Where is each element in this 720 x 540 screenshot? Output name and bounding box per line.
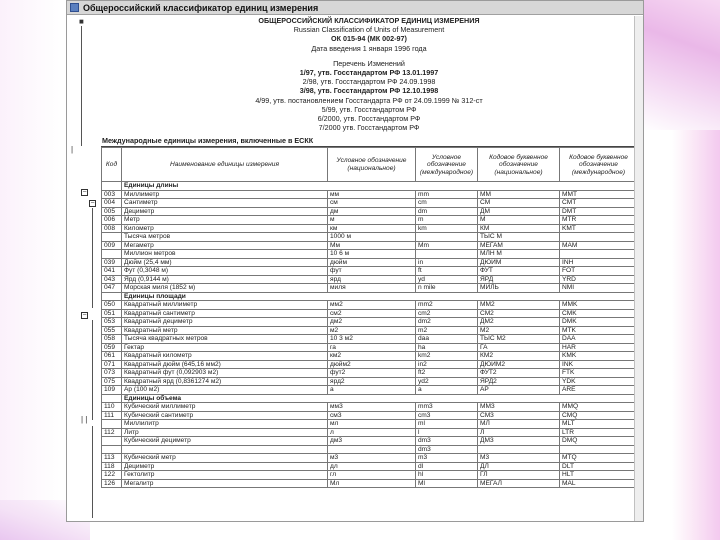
- table-row: [102, 318, 638, 327]
- table-cell: Квадратный дюйм (645,16 мм2): [122, 360, 328, 369]
- table-cell: ЯРД2: [478, 377, 560, 386]
- table-cell: Тысяча метров: [122, 233, 328, 242]
- table-row: [102, 207, 638, 216]
- table-cell: 10 3 м2: [328, 335, 416, 344]
- table-cell: MAM: [560, 241, 638, 250]
- table-cell: КМ: [478, 224, 560, 233]
- table-cell: мм3: [328, 403, 416, 412]
- column-header: Условное обозначение (национальное): [328, 148, 416, 182]
- header-line: ОК 015-94 (МК 002-97): [331, 34, 407, 44]
- collapse-icon[interactable]: −: [82, 312, 87, 319]
- table-cell: DMQ: [560, 437, 638, 446]
- table-row: [102, 250, 638, 259]
- table-cell: MTR: [560, 216, 638, 225]
- table-cell: km2: [416, 352, 478, 361]
- table-group-row: [102, 292, 638, 301]
- table-cell: MAL: [560, 479, 638, 488]
- table-header-row: [102, 148, 638, 182]
- table-cell: [102, 445, 122, 454]
- table-cell: [328, 445, 416, 454]
- app-icon: [70, 3, 79, 12]
- table-cell: DLT: [560, 462, 638, 471]
- table-cell: 041: [102, 267, 122, 276]
- table-cell: ФУТ2: [478, 369, 560, 378]
- table-cell: [102, 182, 122, 191]
- table-cell: га: [328, 343, 416, 352]
- table-row: [102, 462, 638, 471]
- table-cell: YDK: [560, 377, 638, 386]
- table-cell: дм3: [328, 437, 416, 446]
- table-cell: ft: [416, 267, 478, 276]
- table-cell: daa: [416, 335, 478, 344]
- table-row: [102, 267, 638, 276]
- table-cell: yd2: [416, 377, 478, 386]
- table-cell: Mm: [416, 241, 478, 250]
- table-cell: MMK: [560, 301, 638, 310]
- table-cell: cm3: [416, 411, 478, 420]
- table-cell: Кубический миллиметр: [122, 403, 328, 412]
- table-cell: KMT: [560, 224, 638, 233]
- table-row: [102, 352, 638, 361]
- table-cell: 071: [102, 360, 122, 369]
- table-cell: Гектар: [122, 343, 328, 352]
- table-cell: дм2: [328, 318, 416, 327]
- table-cell: dl: [416, 462, 478, 471]
- table-cell: ARE: [560, 386, 638, 395]
- table-cell: 10 6 м: [328, 250, 416, 259]
- table-cell: a: [416, 386, 478, 395]
- table-cell: HLT: [560, 471, 638, 480]
- table-cell: фут: [328, 267, 416, 276]
- table-cell: [416, 250, 478, 259]
- table-cell: Квадратный фут (0,092903 м2): [122, 369, 328, 378]
- table-cell: М3: [478, 454, 560, 463]
- table-cell: миля: [328, 284, 416, 293]
- table-cell: 053: [102, 318, 122, 327]
- table-cell: фут2: [328, 369, 416, 378]
- table-cell: [102, 437, 122, 446]
- units-table: [101, 147, 638, 488]
- table-cell: MTQ: [560, 454, 638, 463]
- table-cell: LTR: [560, 428, 638, 437]
- table-cell: м: [328, 216, 416, 225]
- header-line: ОБЩЕРОССИЙСКИЙ КЛАССИФИКАТОР ЕДИНИЦ ИЗМЕРЕНИЯ: [258, 16, 480, 25]
- table-cell: Гектолитр: [122, 471, 328, 480]
- table-cell: dm3: [416, 437, 478, 446]
- table-cell: Литр: [122, 428, 328, 437]
- gutter-bar-icon: | |: [81, 415, 88, 424]
- table-cell: MMT: [560, 190, 638, 199]
- table-cell: СМ2: [478, 309, 560, 318]
- table-cell: [102, 233, 122, 242]
- table-cell: CMT: [560, 199, 638, 208]
- table-cell: м2: [328, 326, 416, 335]
- table-group-row: [102, 182, 638, 191]
- table-cell: 059: [102, 343, 122, 352]
- table-cell: ДЛ: [478, 462, 560, 471]
- table-cell: mm3: [416, 403, 478, 412]
- table-cell: HAR: [560, 343, 638, 352]
- table-cell: 006: [102, 216, 122, 225]
- table-cell: Дециметр: [122, 462, 328, 471]
- table-cell: мм: [328, 190, 416, 199]
- table-cell: [478, 445, 560, 454]
- table-row: [102, 445, 638, 454]
- table-cell: Ярд (0,9144 м): [122, 275, 328, 284]
- table-row: [102, 241, 638, 250]
- table-cell: ДЮЙМ: [478, 258, 560, 267]
- table-cell: ТЫС М: [478, 233, 560, 242]
- table-cell: АР: [478, 386, 560, 395]
- table-cell: 008: [102, 224, 122, 233]
- table-cell: n mile: [416, 284, 478, 293]
- vertical-scrollbar[interactable]: [634, 16, 643, 521]
- gutter-line: [92, 320, 93, 420]
- table-cell: Миллион метров: [122, 250, 328, 259]
- table-cell: мл: [328, 420, 416, 429]
- table-cell: MLT: [560, 420, 638, 429]
- table-cell: mm2: [416, 301, 478, 310]
- table-cell: Сантиметр: [122, 199, 328, 208]
- header-line: 6/2000, утв. Госстандартом РФ: [317, 114, 421, 124]
- table-cell: Л: [478, 428, 560, 437]
- section-title: Международные единицы измерения, включенные в ЕСКК: [101, 136, 637, 147]
- column-header: Условное обозначение (международное): [416, 148, 478, 182]
- table-cell: Дециметр: [122, 207, 328, 216]
- table-cell: ДМ: [478, 207, 560, 216]
- table-cell: Кубический сантиметр: [122, 411, 328, 420]
- table-cell: МИЛЬ: [478, 284, 560, 293]
- table-cell: 058: [102, 335, 122, 344]
- table-cell: М: [478, 216, 560, 225]
- table-cell: КМ2: [478, 352, 560, 361]
- table-cell: [560, 445, 638, 454]
- header-line: 5/99, утв. Госстандартом РФ: [321, 104, 417, 114]
- header-line: 4/99, утв. постановлением Госстандарта РФ от 24.09.1999 № 312-ст: [255, 95, 483, 105]
- table-cell: ДМ3: [478, 437, 560, 446]
- table-cell: МЛ: [478, 420, 560, 429]
- table-cell: ДМ2: [478, 318, 560, 327]
- table-cell: 111: [102, 411, 122, 420]
- collapse-icon[interactable]: −: [82, 189, 87, 196]
- table-cell: дюйм2: [328, 360, 416, 369]
- table-cell: [560, 250, 638, 259]
- document-header: [101, 16, 637, 132]
- table-row: [102, 216, 638, 225]
- table-cell: Метр: [122, 216, 328, 225]
- table-cell: км2: [328, 352, 416, 361]
- table-cell: м3: [328, 454, 416, 463]
- table-cell: dm2: [416, 318, 478, 327]
- table-cell: DMT: [560, 207, 638, 216]
- table-cell: m: [416, 216, 478, 225]
- gutter-line: [81, 26, 82, 146]
- top-right-decoration: [640, 0, 720, 130]
- table-cell: [102, 292, 122, 301]
- table-cell: Мегалитр: [122, 479, 328, 488]
- table-cell: ярд2: [328, 377, 416, 386]
- table-cell: ml: [416, 420, 478, 429]
- right-decoration-band: [672, 0, 720, 540]
- gutter-line: [92, 426, 93, 518]
- table-cell: 113: [102, 454, 122, 463]
- header-line: 3/98, утв. Госстандартом РФ 12.10.1998: [299, 86, 439, 96]
- table-cell: ТЫС М2: [478, 335, 560, 344]
- table-cell: Квадратный миллиметр: [122, 301, 328, 310]
- table-cell: Ар (100 м2): [122, 386, 328, 395]
- table-row: [102, 386, 638, 395]
- table-row: [102, 369, 638, 378]
- table-group-row: [102, 394, 638, 403]
- table-cell: YRD: [560, 275, 638, 284]
- column-header: Код: [102, 148, 122, 182]
- table-cell: [416, 233, 478, 242]
- table-cell: ММ2: [478, 301, 560, 310]
- table-cell: 004: [102, 199, 122, 208]
- table-cell: Квадратный метр: [122, 326, 328, 335]
- table-cell: m2: [416, 326, 478, 335]
- table-cell: INK: [560, 360, 638, 369]
- table-row: [102, 471, 638, 480]
- table-cell: [102, 394, 122, 403]
- title-bar[interactable]: [67, 1, 643, 15]
- table-cell: Миллилитр: [122, 420, 328, 429]
- table-cell: ГЛ: [478, 471, 560, 480]
- table-cell: ММ: [478, 190, 560, 199]
- table-cell: cm: [416, 199, 478, 208]
- left-decoration: [0, 0, 60, 540]
- table-row: [102, 284, 638, 293]
- table-row: [102, 326, 638, 335]
- table-cell: Тысяча квадратных метров: [122, 335, 328, 344]
- table-cell: DAA: [560, 335, 638, 344]
- header-line: 2/98, утв. Госстандартом РФ 24.09.1998: [302, 77, 436, 87]
- header-line: Дата введения 1 января 1996 года: [311, 43, 427, 53]
- table-cell: INH: [560, 258, 638, 267]
- table-cell: [102, 250, 122, 259]
- table-cell: Мегаметр: [122, 241, 328, 250]
- table-cell: ярд: [328, 275, 416, 284]
- table-cell: Квадратный километр: [122, 352, 328, 361]
- table-cell: [560, 233, 638, 242]
- gutter-line: [92, 208, 93, 308]
- table-cell: 109: [102, 386, 122, 395]
- table-cell: а: [328, 386, 416, 395]
- table-row: [102, 301, 638, 310]
- table-cell: 126: [102, 479, 122, 488]
- collapse-icon[interactable]: −: [90, 200, 95, 207]
- table-cell: m3: [416, 454, 478, 463]
- outline-gutter: [67, 16, 93, 521]
- table-cell: dm: [416, 207, 478, 216]
- header-line: Перечень Изменений: [333, 58, 405, 68]
- table-cell: дюйм: [328, 258, 416, 267]
- table-cell: Квадратный сантиметр: [122, 309, 328, 318]
- table-cell: 009: [102, 241, 122, 250]
- table-cell: 047: [102, 284, 122, 293]
- table-row: [102, 224, 638, 233]
- table-cell: Кубический дециметр: [122, 437, 328, 446]
- column-header: Наименование единицы измерения: [122, 148, 328, 182]
- table-row: [102, 343, 638, 352]
- window-title: Общероссийский классификатор единиц измерения: [83, 2, 319, 13]
- table-cell: 005: [102, 207, 122, 216]
- header-line: 7/2000 утв. Госстандартом РФ: [318, 123, 420, 133]
- document-sheet: [101, 16, 637, 488]
- table-cell: МЛН М: [478, 250, 560, 259]
- table-row: [102, 377, 638, 386]
- table-cell: km: [416, 224, 478, 233]
- group-title: Единицы объема: [122, 394, 638, 403]
- table-cell: ft2: [416, 369, 478, 378]
- table-row: [102, 258, 638, 267]
- table-cell: км: [328, 224, 416, 233]
- table-cell: Мл: [328, 479, 416, 488]
- table-cell: ГА: [478, 343, 560, 352]
- table-cell: Километр: [122, 224, 328, 233]
- table-cell: 055: [102, 326, 122, 335]
- table-cell: дм: [328, 207, 416, 216]
- table-cell: in2: [416, 360, 478, 369]
- table-row: [102, 190, 638, 199]
- table-cell: гл: [328, 471, 416, 480]
- table-cell: 122: [102, 471, 122, 480]
- table-cell: МЕГАЛ: [478, 479, 560, 488]
- document-area[interactable]: [67, 16, 643, 521]
- table-cell: MTK: [560, 326, 638, 335]
- table-cell: 118: [102, 462, 122, 471]
- table-cell: 110: [102, 403, 122, 412]
- table-cell: мм2: [328, 301, 416, 310]
- table-cell: CMQ: [560, 411, 638, 420]
- table-cell: Дюйм (25,4 мм): [122, 258, 328, 267]
- table-cell: NMI: [560, 284, 638, 293]
- table-cell: l: [416, 428, 478, 437]
- table-row: [102, 403, 638, 412]
- gutter-bullet-icon: ■: [79, 17, 84, 26]
- table-cell: 051: [102, 309, 122, 318]
- table-cell: ММ3: [478, 403, 560, 412]
- table-cell: mm: [416, 190, 478, 199]
- table-cell: MMQ: [560, 403, 638, 412]
- table-cell: ФУТ: [478, 267, 560, 276]
- table-cell: СМ3: [478, 411, 560, 420]
- table-cell: FTK: [560, 369, 638, 378]
- table-cell: 1000 м: [328, 233, 416, 242]
- table-cell: cm2: [416, 309, 478, 318]
- table-row: [102, 233, 638, 242]
- table-cell: Кубический метр: [122, 454, 328, 463]
- table-cell: ДЮЙМ2: [478, 360, 560, 369]
- table-cell: yd: [416, 275, 478, 284]
- group-title: Единицы длины: [122, 182, 638, 191]
- table-cell: DMK: [560, 318, 638, 327]
- table-row: [102, 309, 638, 318]
- table-row: [102, 335, 638, 344]
- table-cell: Мм: [328, 241, 416, 250]
- table-cell: 061: [102, 352, 122, 361]
- table-cell: см: [328, 199, 416, 208]
- table-cell: 075: [102, 377, 122, 386]
- table-row: [102, 437, 638, 446]
- document-window: [66, 0, 644, 522]
- table-row: [102, 428, 638, 437]
- header-line: Russian Classification of Units of Measurement: [293, 25, 445, 35]
- table-cell: дл: [328, 462, 416, 471]
- group-title: Единицы площади: [122, 292, 638, 301]
- table-row: [102, 479, 638, 488]
- column-header: Кодовое буквенное обозначение (международное): [560, 148, 638, 182]
- table-cell: 039: [102, 258, 122, 267]
- table-cell: см3: [328, 411, 416, 420]
- table-cell: Морская миля (1852 м): [122, 284, 328, 293]
- column-header: Кодовое буквенное обозначение (национальное): [478, 148, 560, 182]
- table-cell: Миллиметр: [122, 190, 328, 199]
- table-cell: FOT: [560, 267, 638, 276]
- table-row: [102, 411, 638, 420]
- table-cell: Квадратный ярд (0,8361274 м2): [122, 377, 328, 386]
- table-cell: Ml: [416, 479, 478, 488]
- table-row: [102, 420, 638, 429]
- table-cell: in: [416, 258, 478, 267]
- table-cell: 003: [102, 190, 122, 199]
- table-row: [102, 454, 638, 463]
- table-cell: [122, 445, 328, 454]
- header-line: 1/97, утв. Госстандартом РФ 13.01.1997: [299, 68, 439, 78]
- table-cell: л: [328, 428, 416, 437]
- table-cell: KMK: [560, 352, 638, 361]
- table-row: [102, 199, 638, 208]
- table-cell: [102, 420, 122, 429]
- table-cell: 073: [102, 369, 122, 378]
- table-cell: СМ: [478, 199, 560, 208]
- table-cell: CMK: [560, 309, 638, 318]
- table-cell: ЯРД: [478, 275, 560, 284]
- table-row: [102, 275, 638, 284]
- table-cell: 043: [102, 275, 122, 284]
- table-cell: hl: [416, 471, 478, 480]
- table-cell: 050: [102, 301, 122, 310]
- table-cell: см2: [328, 309, 416, 318]
- table-cell: 112: [102, 428, 122, 437]
- table-cell: Квадратный дециметр: [122, 318, 328, 327]
- gutter-bar-icon: |: [71, 145, 74, 154]
- table-cell: МЕГАМ: [478, 241, 560, 250]
- table-cell: Фут (0,3048 м): [122, 267, 328, 276]
- table-cell: ha: [416, 343, 478, 352]
- table-cell: М2: [478, 326, 560, 335]
- table-cell: dm3: [416, 445, 478, 454]
- table-row: [102, 360, 638, 369]
